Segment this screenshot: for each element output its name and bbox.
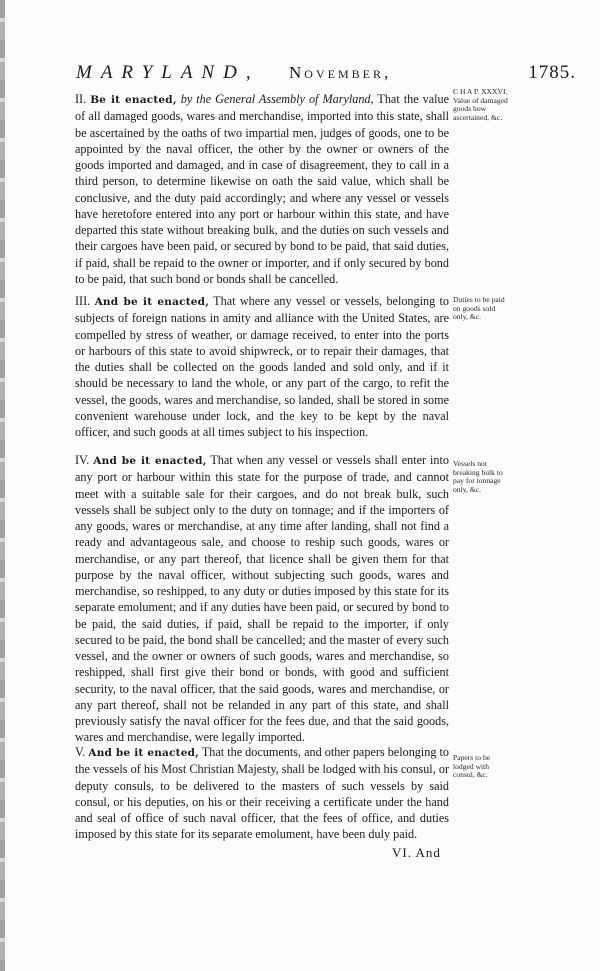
- section-ii: [75, 91, 449, 287]
- enacting-clause: Be it enacted,: [90, 94, 177, 106]
- binding-edge: [0, 0, 5, 971]
- marginal-note-chapter: C H A P. XXXVI. Value of damaged goods how ascertained, &c.: [453, 87, 508, 123]
- enacting-clause: And be it enacted,: [88, 747, 199, 759]
- section-number: III.: [75, 294, 91, 308]
- section-number: IV.: [75, 453, 90, 467]
- section-text: That the documents, and other papers belonging to the vessels of his Most Christian Majesty, shall be lodged with his consul, or deputy consuls, to be delivered to the masters of such vessels by said consul, or his deputies, on his or their receiving a certificate under the hand and seal of office of such naval officer, that the fees of office, and duties imposed by this state for its separate emolument, have been duly paid.: [75, 745, 449, 842]
- header-month: November,: [289, 63, 392, 82]
- section-v: [75, 744, 449, 843]
- section-text: That when any vessel or vessels shall enter into any port or harbour within this state for the purpose of trade, and cannot meet with a suitable sale for their cargoes, and do not break bulk, such vessels shall be subject only to the duty on tonnage; and if the importers of any goods, wares or merchandise, at any time after landing, shall not find a ready and advantageous sale, and choose to reship such goods, wares or merchandise, or any part thereof, that licence shall be given them for that purpose by the naval officer, without subjecting such goods, wares and merchandise, so reshipped, to any duty or duties imposed by this state for its separate emolument; and if any duties have been paid, or secured by bond to be paid, the said duties, if paid, shall be repaid to the importer, if only secured to be paid, the bond shall be cancelled; and the master of every such vessel, and the owner or owners of such goods, wares and merchandise, so reshipped, shall first give their bond or bonds, with good and sufficient security, to the naval officer, that the said goods, wares and merchandise, or any part thereof, shall not be relanded in any part of this state, and shall previously satisfy the naval officer for the fees due, and that the said goods, wares and merchandise, were legally imported.: [75, 453, 450, 745]
- marginal-note-vessels: Vessels not breaking bulk to pay for tonnage only, &c.: [453, 459, 503, 495]
- marginal-note-papers: Papers to be lodged with consul, &c.: [453, 753, 491, 780]
- header-year: 1785.: [528, 62, 576, 83]
- catchword: VI. And: [392, 845, 441, 860]
- running-header: [76, 62, 576, 82]
- assembly-clause: by the General Assembly of Maryland,: [180, 92, 374, 106]
- enacting-clause: And be it enacted,: [94, 296, 210, 308]
- header-state: MARYLAND,: [76, 62, 260, 83]
- section-text: That the value of all damaged goods, wares and merchandise, imported into this state, shall be ascertained by the oaths of two impartial men, judges of goods, one to be appointed by the naval officer, the other by the owner or owners of the goods imported and damaged, and in case of disagreement, they to call in a third person, to determine likewise on oath the said value, which shall be conclusive, and the duty paid accordingly; and where any vessel or vessels have heretofore entered into any port or harbour within this state, and have departed this state without breaking bulk, and the duties on such vessels and their cargoes have been paid, or secured by bond to be paid, that said duties, if paid, shall be repaid to the owner or importer, and if only secured by bond to be paid, that such bond or bonds shall be cancelled.: [75, 92, 450, 286]
- section-iv: [75, 452, 449, 746]
- enacting-clause: And be it enacted,: [93, 455, 207, 467]
- section-number: II.: [75, 92, 87, 106]
- marginal-note-duties: Duties to be paid on goods sold only, &c.: [453, 295, 505, 322]
- section-number: V.: [75, 745, 86, 759]
- section-text: That where any vessel or vessels, belonging to subjects of foreign nations in amity and alliance with the United States, are compelled by stress of weather, or damage received, to enter into the ports or harbours of this state to avoid shipwreck, or to repair their damages, that the duties shall be collected on the goods landed and sold only, and if it should be necessary to land the whole, or any part of the cargo, to refit the vessel, the goods, wares and merchandise, so landed, shall be stored in some convenient warehouse under lock, and the key to be kept by the naval officer, and such goods at all times subject to his inspection.: [75, 294, 450, 439]
- section-iii: [75, 293, 449, 440]
